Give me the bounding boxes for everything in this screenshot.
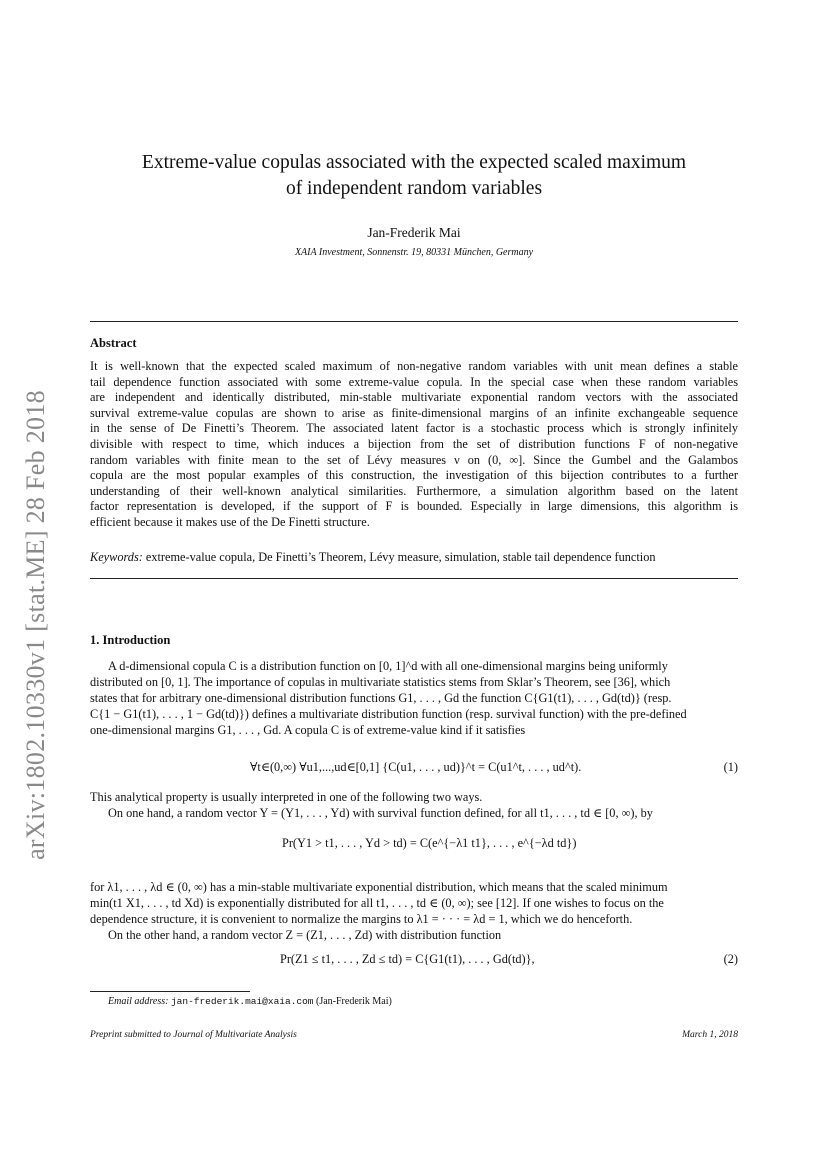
abstract-line: divisible with respect to time, which induces a bijection from the set of distribution functions F of non-negative: [90, 436, 738, 451]
abstract-top-rule: [90, 321, 738, 322]
abstract-line: tail dependence function associated with some extreme-value copula. In the special case when these random variables: [90, 374, 738, 389]
equation-1: ∀t∈(0,∞) ∀u1,...,ud∈[0,1] {C(u1, . . . , ud)}^t = C(u1^t, . . . , ud^t).: [250, 760, 582, 774]
intro-line: On the other hand, a random vector Z = (Z1, . . . , Zd) with distribution function: [108, 928, 502, 942]
abstract-line: It is well-known that the expected scaled maximum of non-negative random variables with unit mean defines a stable: [90, 359, 738, 373]
footnote-name: (Jan-Frederik Mai): [316, 996, 392, 1007]
footnote-rule: [90, 991, 250, 992]
abstract-line: survival extreme-value copulas are shown to arise as finite-dimensional margins of an infinite exchangeable sequence: [90, 405, 738, 420]
intro-line: This analytical property is usually interpreted in one of the following two ways.: [90, 790, 483, 804]
equation-2-number: (2): [723, 952, 738, 966]
abstract-line: understanding of their well-known analytical similarities. Furthermore, a simulation algorithm based on the latent: [90, 483, 738, 498]
abstract-line: in the sense of De Finetti’s Theorem. The associated latent factor is a stochastic process which is strongly infinitely: [90, 421, 738, 436]
intro-line: for λ1, . . . , λd ∈ (0, ∞) has a min-stable multivariate exponential distribution, which means that the scaled minimum: [90, 880, 668, 894]
keywords: [90, 550, 656, 565]
abstract-line: factor representation is developed, if the support of F is bounded. Especially in large dimensions, this algorithm is: [90, 499, 738, 514]
abstract-line: random variables with finite mean to the set of Lévy measures ν on (0, ∞]. Since the Gumbel and the Galambos: [90, 452, 738, 467]
intro-line: A d-dimensional copula C is a distribution function on [0, 1]^d with all one-dimensional margins being uniformly: [108, 659, 668, 673]
footer-date: March 1, 2018: [682, 1030, 738, 1040]
paper-title: [90, 150, 738, 202]
intro-line: one-dimensional margins G1, . . . , Gd. A copula C is of extreme-value kind if it satisfies: [90, 723, 526, 737]
title-line-2: of independent random variables: [285, 178, 543, 199]
arxiv-identifier: arXiv:1802.10330v1 [stat.ME] 28 Feb 2018: [21, 390, 50, 860]
intro-line: distributed on [0, 1]. The importance of copulas in multivariate statistics stems from Sklar’s Theorem, see [36], which: [90, 675, 671, 689]
equation-1-number: (1): [723, 760, 738, 774]
intro-line: dependence structure, it is convenient to normalize the margins to λ1 = · · · = λd = 1, which we do henceforth.: [90, 912, 633, 926]
abstract-line: efficient because it makes use of the De Finetti structure.: [90, 514, 370, 529]
abstract-bottom-rule: [90, 578, 738, 579]
equation-2: Pr(Z1 ≤ t1, . . . , Zd ≤ td) = C{G1(t1), . . . , Gd(td)},: [280, 952, 535, 966]
section-heading-introduction: 1. Introduction: [90, 633, 171, 647]
author-name: Jan-Frederik Mai: [367, 225, 461, 240]
intro-line: min(t1 X1, . . . , td Xd) is exponentially distributed for all t1, . . . , td ∈ (0, ∞); see [12]. If one wishes to focus on the: [90, 896, 664, 910]
footer-journal: Preprint submitted to Journal of Multivariate Analysis: [90, 1030, 297, 1040]
intro-line: states that for arbitrary one-dimensional distribution functions G1, . . . , Gd the function C{G1(t1), . . . , Gd(td)} (resp.: [90, 691, 672, 705]
keywords-text: extreme-value copula, De Finetti’s Theorem, Lévy measure, simulation, stable tail dependence function: [145, 550, 656, 564]
abstract-body: [90, 359, 738, 531]
keywords-label: Keywords:: [90, 550, 143, 564]
affiliation: XAIA Investment, Sonnenstr. 19, 80331 München, Germany: [294, 247, 534, 258]
abstract-line: are independent and identically distributed, min-stable multivariate exponential random vectors with the associated: [90, 390, 738, 405]
arxiv-sidebar: [18, 355, 54, 895]
abstract-heading: Abstract: [90, 336, 137, 350]
footnote: [108, 996, 392, 1007]
intro-line: C{1 − G1(t1), . . . , 1 − Gd(td)}) defines a multivariate distribution function (resp. survival function) with the pre-defined: [90, 707, 687, 721]
equation-survival: Pr(Y1 > t1, . . . , Yd > td) = C(e^{−λ1 t1}, . . . , e^{−λd td}): [282, 836, 577, 850]
title-line-1: Extreme-value copulas associated with the expected scaled maximum: [141, 152, 687, 173]
footnote-email: jan-frederik.mai@xaia.com: [170, 996, 314, 1007]
intro-line: On one hand, a random vector Y = (Y1, . . . , Yd) with survival function defined, for all t1, . . . , td ∈ [0, ∞), by: [108, 806, 653, 820]
abstract-line: copula are the most popular examples of this construction, the investigation of this bijection contributes to a further: [90, 468, 738, 483]
footnote-label: Email address:: [108, 996, 169, 1007]
